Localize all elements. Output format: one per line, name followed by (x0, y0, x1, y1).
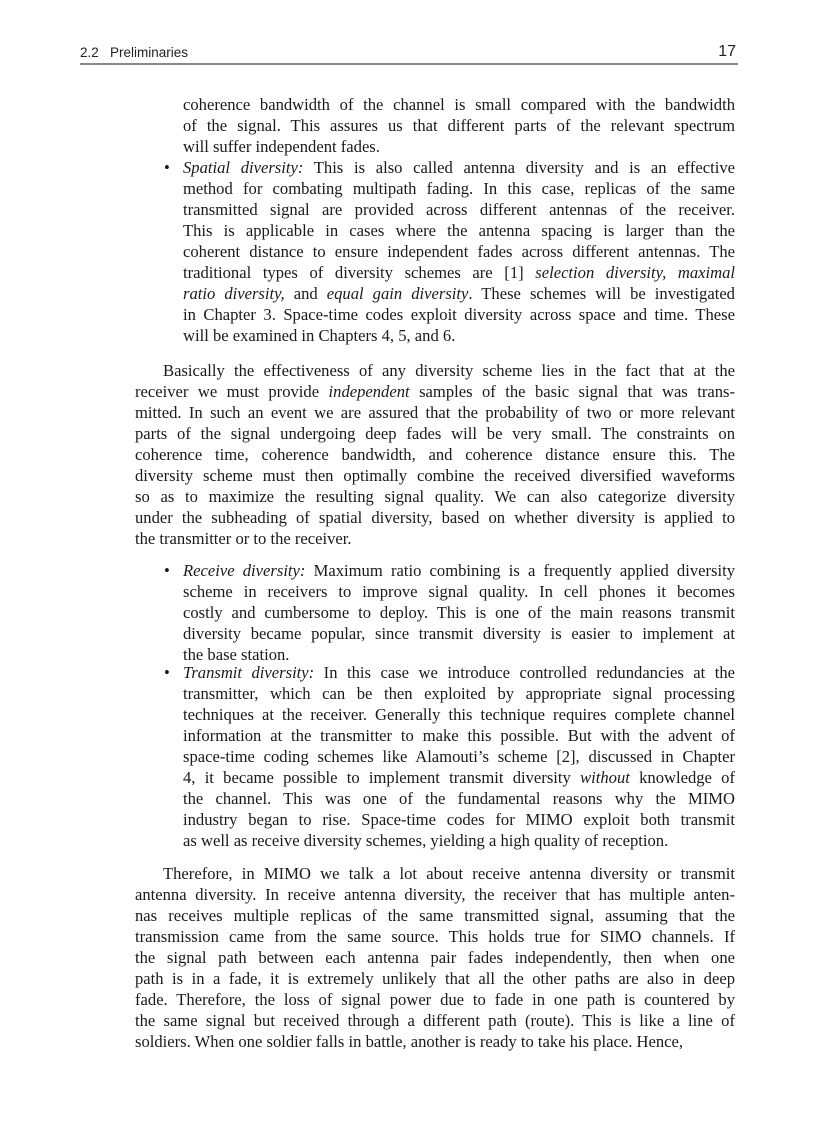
text-segment: This is also called antenna diversity and is an effective (303, 158, 735, 177)
text-segment: the signal path between each antenna pair fades independently, then when one (135, 948, 735, 967)
italic-text: Spatial diversity: (183, 158, 304, 177)
text-line (183, 767, 735, 788)
text-line (135, 947, 735, 968)
italic-text: Receive diversity: (183, 561, 306, 580)
text-line (135, 528, 735, 549)
text-segment: transmitted signal are provided across different antennas of the receiver. (183, 200, 735, 219)
text-segment: knowledge of (629, 768, 735, 787)
text-line (183, 283, 735, 304)
text-segment: method for combating multipath fading. In this case, replicas of the same (183, 179, 735, 198)
text-line (183, 560, 735, 581)
text-line (183, 178, 735, 199)
text-segment: parts of the signal undergoing deep fades will be very small. The constraints on (135, 424, 735, 443)
text-line (135, 1010, 735, 1031)
text-segment: in Chapter 3. Space-time codes exploit diversity across space and time. These (183, 305, 735, 324)
text-segment: soldiers. When one soldier falls in battle, another is ready to take his place. Hence, (135, 1032, 684, 1051)
text-segment: will suffer independent fades. (183, 137, 380, 156)
text-line (135, 402, 735, 423)
text-line (183, 788, 735, 809)
text-line (183, 683, 735, 704)
text-segment: and (284, 284, 327, 303)
text-line (135, 465, 735, 486)
bullet-marker: • (164, 561, 170, 580)
text-segment: the channel. This was one of the fundamental reasons why the MIMO (183, 789, 735, 808)
text-line (135, 423, 735, 444)
text-segment: the transmitter or to the receiver. (135, 529, 352, 548)
text-segment: This is applicable in cases where the antenna spacing is larger than the (183, 221, 735, 240)
text-segment: path is in a fade, it is extremely unlikely that all the other paths are also in deep (135, 969, 735, 988)
text-segment: transmitter, which can be then exploited by appropriate signal processing (183, 684, 735, 703)
text-line (183, 725, 735, 746)
running-header (80, 45, 738, 63)
text-line (183, 262, 735, 283)
text-line (183, 581, 735, 602)
text-line (183, 830, 735, 851)
text-segment: Therefore, in MIMO we talk a lot about receive antenna diversity or transmit (163, 864, 735, 883)
text-segment: industry began to rise. Space-time codes for MIMO exploit both transmit (183, 810, 735, 829)
text-line (183, 746, 735, 767)
text-line (183, 623, 735, 644)
text-segment: the same signal but received through a different path (route). This is like a line of (135, 1011, 735, 1030)
page-number: 17 (718, 43, 736, 60)
italic-text: independent (328, 382, 410, 401)
text-line (135, 381, 735, 402)
text-segment: of the signal. This assures us that different parts of the relevant spectrum (183, 116, 735, 135)
text-line (183, 157, 735, 178)
text-segment: antenna diversity. In receive antenna diversity, the receiver that has multiple anten- (135, 885, 735, 904)
bullet-marker: • (164, 663, 170, 682)
text-line (183, 304, 735, 325)
italic-text: selection diversity, maximal (535, 263, 735, 282)
paragraph-mimo-diversity (135, 863, 735, 1052)
italic-text: Transmit diversity: (183, 663, 315, 682)
text-segment: space-time coding schemes like Alamouti’s scheme [2], discussed in Chapter (183, 747, 735, 766)
text-line (183, 704, 735, 725)
text-line (135, 360, 735, 381)
italic-text: equal gain diversity (326, 284, 469, 303)
text-line (135, 863, 735, 884)
text-segment: In this case we introduce controlled redundancies at the (314, 663, 735, 682)
text-line (183, 115, 735, 136)
text-line (183, 241, 735, 262)
text-segment: under the subheading of spatial diversity, based on whether diversity is applied to (135, 508, 735, 527)
text-line (135, 989, 735, 1010)
text-segment: as well as receive diversity schemes, yielding a high quality of reception. (183, 831, 669, 850)
text-line (135, 486, 735, 507)
text-segment: receiver we must provide (135, 382, 329, 401)
text-segment: traditional types of diversity schemes are [1] (183, 263, 536, 282)
text-line (183, 809, 735, 830)
text-line (183, 602, 735, 623)
text-segment: will be examined in Chapters 4, 5, and 6. (183, 326, 456, 345)
text-segment: information at the transmitter to make this possible. But with the advent of (183, 726, 735, 745)
header-rule (80, 63, 738, 65)
text-segment: Maximum ratio combining is a frequently applied diversity (305, 561, 736, 580)
text-segment: samples of the basic signal that was trans- (409, 382, 735, 401)
text-segment: diversity became popular, since transmit diversity is easier to implement at (183, 624, 735, 643)
text-line (135, 905, 735, 926)
text-segment: diversity scheme must then optimally combine the received diversified waveforms (135, 466, 735, 485)
text-segment: 4, it became possible to implement transmit diversity (183, 768, 581, 787)
text-segment: nas receives multiple replicas of the same transmitted signal, assuming that the (135, 906, 735, 925)
bullet-receive-diversity (164, 560, 736, 665)
text-line (135, 444, 735, 465)
text-segment: Basically the effectiveness of any diversity scheme lies in the fact that at the (163, 361, 735, 380)
text-segment: coherence bandwidth of the channel is small compared with the bandwidth (183, 95, 735, 114)
italic-text: without (580, 768, 630, 787)
text-line (183, 136, 735, 157)
text-segment: techniques at the receiver. Generally this technique requires complete channel (183, 705, 735, 724)
text-segment: coherent distance to ensure independent fades across different antennas. The (183, 242, 735, 261)
text-line (183, 220, 735, 241)
text-line (183, 94, 735, 115)
text-line (183, 199, 735, 220)
text-line (135, 968, 735, 989)
text-line (135, 884, 735, 905)
text-segment: so as to maximize the resulting signal quality. We can also categorize diversity (135, 487, 735, 506)
text-segment: the base station. (183, 645, 290, 664)
text-segment: . These schemes will be investigated (468, 284, 735, 303)
bullet-spatial-diversity (164, 157, 735, 346)
text-line (183, 325, 735, 346)
text-line (135, 926, 735, 947)
section-title: 2.2 Preliminaries (80, 45, 189, 60)
bullet-transmit-diversity (164, 662, 735, 851)
text-segment: coherence time, coherence bandwidth, and coherence distance ensure this. The (135, 445, 735, 464)
bullet-marker: • (164, 158, 170, 177)
text-segment: scheme in receivers to improve signal quality. In cell phones it becomes (183, 582, 735, 601)
text-segment: mitted. In such an event we are assured that the probability of two or more relevant (135, 403, 735, 422)
text-segment: fade. Therefore, the loss of signal power due to fade in one path is countered by (135, 990, 735, 1009)
paragraph-effectiveness (135, 360, 735, 549)
text-line (135, 1031, 735, 1052)
italic-text: ratio diversity, (183, 284, 285, 303)
text-segment: transmission came from the same source. This holds true for SIMO channels. If (135, 927, 735, 946)
text-line (183, 662, 735, 683)
text-segment: costly and cumbersome to deploy. This is one of the main reasons transmit (183, 603, 735, 622)
text-line (135, 507, 735, 528)
bullet-continuation (183, 94, 735, 157)
